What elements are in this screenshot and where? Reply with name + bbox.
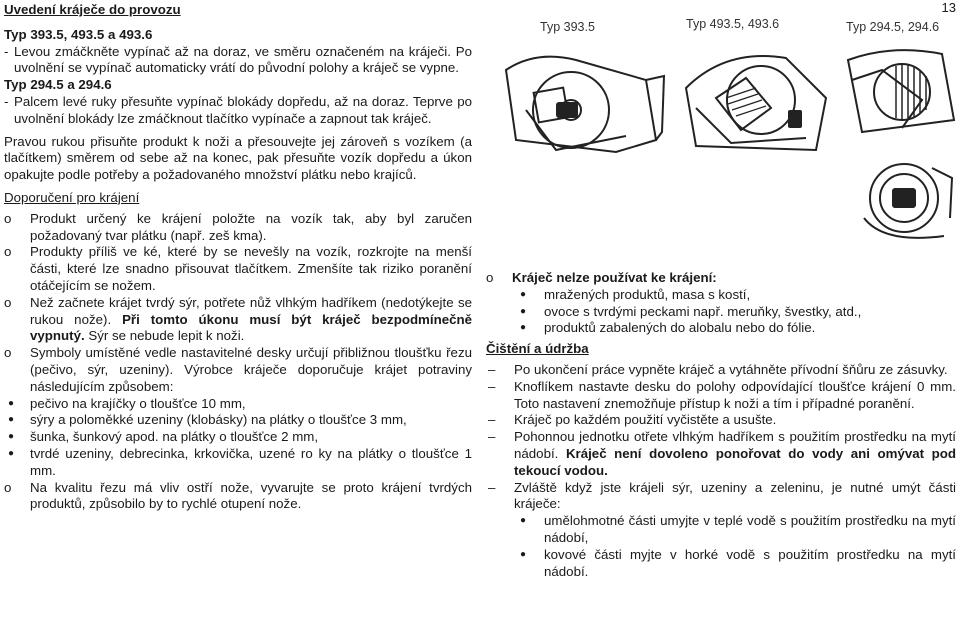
right-column [486, 270, 956, 580]
slicer-illustration-3-bottom [854, 148, 958, 248]
page-number: 13 [941, 0, 956, 15]
recommend-heading: Doporučení pro krájení [4, 189, 140, 205]
left-column [4, 2, 472, 513]
clean-subitem: ● umělohmotné části umyjte v teplé vodě s použitím prostředku na mytí nádobí, [520, 513, 956, 545]
recommend-item: o Produkty příliš ve ké, které by se nevešly na vozík, rozkrojte na menší části, které lze snadno přisouvat tlačítkem. Zmenšíte tak riziko poranění otáčejícím se nožem. [4, 244, 472, 293]
slicer-illustration-2 [676, 38, 836, 160]
thickness-item: ● pečivo na krajíčky o tloušťce 10 mm, [8, 395, 246, 411]
no-cut-block: o Kráječ nelze používat ke krájení: [486, 270, 717, 285]
no-cut-item: ● ovoce s tvrdými peckami např. meruňky, švestky, atd., [520, 303, 862, 319]
operation-paragraph: Pravou rukou přisuňte produkt k noži a přesouvejte jej zároveň s vozíkem (a tlačítkem) směrem od sebe až na konec, pak přesuňte vozík dopředu a úkon opakujte podle potřeby a požadovaného množství plátku nebo krajíců. [4, 133, 472, 183]
no-cut-item: ● produktů zabalených do alobalu nebo do fólie. [520, 320, 816, 336]
clean-item: – Zvláště když jste krájeli sýr, uzeniny a zeleninu, je nutné umýt části kráječe: [488, 479, 956, 512]
thickness-item: ● sýry a poloměkké uzeniny (klobásky) na plátky o tloušťce 3 mm, [8, 412, 407, 428]
clean-item: – Knoflíkem nastavte desku do polohy odpovídající tloušťce krájení 0 mm. Toto nastavení znemožňuje přístup k noži a tím i případné poranění. [488, 378, 956, 411]
clean-heading: Čištění a údržba [486, 341, 589, 357]
figure-caption-1: Typ 393.5 [540, 20, 595, 34]
clean-item: – Pohonnou jednotku otřete vlhkým hadříkem s použitím prostředku na mytí nádobí. Kráječ není dovoleno ponořovat do vody ani omývat pod tekoucí vodou. [488, 429, 956, 478]
figure-caption-3: Typ 294.5, 294.6 [846, 20, 940, 34]
no-cut-item: ● mražených produktů, masa s kostí, [520, 286, 751, 302]
type2-heading: Typ 294.5 a 294.6 [4, 77, 112, 93]
recommend-item: o Než začnete krájet tvrdý sýr, potřete nůž vlhkým hadříkem (nedotýkejte se rukou nože). Při tomto úkonu musí být kráječ bezpodmínečně vypnutý. Sýr se nebude lepit k noži. [4, 294, 473, 344]
clean-item: – Po ukončení práce vypněte kráječ a vytáhněte přívodní šňůru ze zásuvky. [488, 361, 948, 377]
type1-heading: Typ 393.5, 493.5 a 493.6 [4, 26, 153, 42]
recommend-item: o Produkt určený ke krájení položte na vozík tak, aby byl zaručen požadovaný tvar plátku (např. zeš kma). [4, 210, 472, 243]
recommend-item: o Symboly umístěné vedle nastavitelné desky určují přibližnou tloušťku řezu (pečivo, sýr, uzeniny). Výrobce kráječe doporučuje krájet potraviny následujícím způsobem: [4, 345, 472, 394]
clean-item: – Kráječ po každém použití vyčistěte a usušte. [488, 412, 777, 428]
clean-subitem: ● kovové části myjte v horké vodě s použitím prostředku na mytí nádobí. [520, 546, 956, 579]
thickness-item: ● šunka, šunkový apod. na plátky o tloušťce 2 mm, [8, 429, 319, 445]
thickness-item: ● tvrdé uzeniny, debrecinka, krkovička, uzené ro ky na plátky o tloušťce 1 mm. [8, 445, 472, 478]
recommend-item: o Na kvalitu řezu má vliv ostří nože, vyvarujte se proto krájení tvrdých produktů, způsobilo by to rychlé otupení nože. [4, 479, 472, 512]
slicer-illustration-3-top [842, 40, 958, 138]
no-cut-heading: Kráječ nelze používat ke krájení: [512, 270, 717, 285]
figure-caption-2: Typ 493.5, 493.6 [686, 17, 780, 31]
type1-instruction: - Levou zmáčkněte vypínač až na doraz, ve směru označeném na kráječi. Po uvolnění se vypínač automaticky vrátí do původní polohy a kráječ se vypne. [4, 43, 472, 76]
section-title: Uvedení kráječe do provozu [4, 2, 181, 17]
type2-instruction: - Palcem levé ruky přesuňte vypínač blokády dopředu, až na doraz. Teprve po uvolnění blokády lze zmáčknout tlačítko vypínače a zapnout tak kráječ. [4, 93, 472, 126]
slicer-illustration-1 [496, 40, 668, 160]
